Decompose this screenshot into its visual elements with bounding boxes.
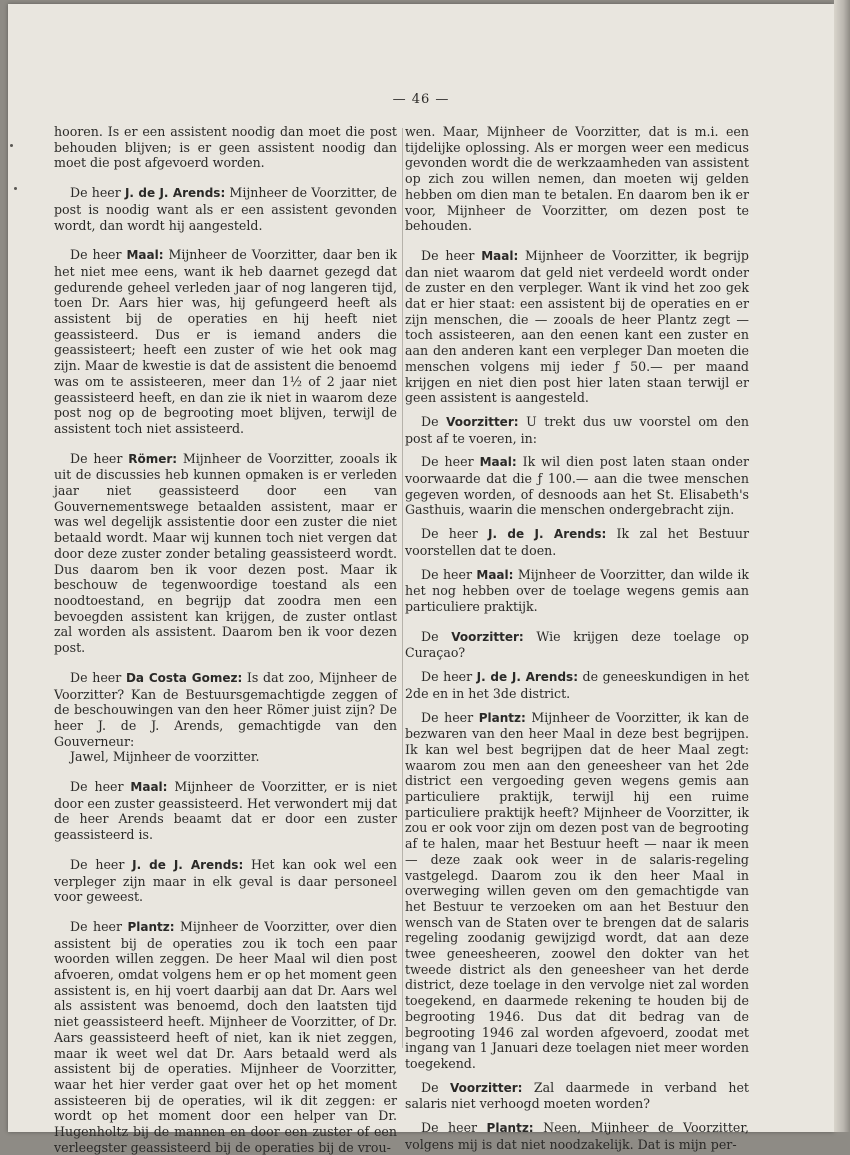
- speaker-prefix: De heer: [421, 247, 482, 263]
- paragraph: [54, 857, 397, 905]
- paragraph-text: Mijnheer de Voorzitter, ik begrijp dan niet waarom dat geld niet verdeeld wordt onder de zuster en den verpleger. Want ik vind het zoo gek dat er hier staat: een assistent bij de operaties en er zijn menschen, die — zooals de heer Plantz zegt — toch assisteeren, aan den eenen kant een zuster en aan den anderen kant een verpleger Dan moeten die menschen volgens mij ieder ƒ 50.— per maand krijgen en niet dien post hier laten staan terwijl er geen assistent is aangesteld.: [405, 247, 749, 406]
- speaker-prefix: De heer: [421, 566, 477, 582]
- speaker-prefix: De heer: [421, 669, 477, 685]
- speaker-name: Römer:: [128, 451, 178, 466]
- speaker-name: Da Costa Gomez:: [125, 670, 243, 685]
- speaker-prefix: De heer: [70, 856, 133, 872]
- speaker-prefix: De heer: [70, 669, 126, 685]
- speaker-name: Maal:: [126, 248, 164, 263]
- paragraph: [405, 526, 749, 558]
- paragraph: [54, 247, 397, 436]
- paragraph-text: U trekt dus uw voorstel om den post af te voeren, in:: [405, 413, 749, 446]
- speaker-prefix: De heer: [70, 779, 131, 795]
- paragraph-text: Mijnheer de Voorzitter, daar ben ik het niet mee eens, want ik heb daarnet gezegd dat gedurende geheel verleden jaar of nog langeren tijd, toen Dr. Aars hier was, hij gefungeerd heeft als assistent bij de operaties en hij heeft niet geassisteerd. Dus er is iemand anders die geassisteert; heeft een zuster of wie het ook mag zijn. Maar de kwestie is dat de assistent die benoemd was om te assisteeren, meer dan 1½ of 2 jaar niet geassisteerd heeft, en dan zie ik niet in waarom deze post nog op de begrooting moet blijven, terwijl de assistent toch niet assisteerd.: [54, 247, 397, 436]
- speaker-name: J. de J. Arends:: [132, 857, 244, 872]
- speaker-prefix: De heer: [70, 185, 125, 201]
- speaker-prefix: De: [421, 413, 447, 429]
- paragraph: [54, 451, 397, 656]
- paragraph: [405, 1080, 749, 1112]
- speaker-name: Plantz:: [127, 919, 175, 934]
- paragraph: [405, 124, 749, 234]
- paragraph: [54, 124, 397, 171]
- paragraph-text: Wie krijgen deze toelage op Curaçao?: [405, 628, 749, 661]
- speaker-prefix: De: [421, 1079, 450, 1095]
- paragraph: [405, 454, 749, 518]
- speaker-prefix: De heer: [70, 918, 128, 934]
- speaker-name: Maal:: [479, 455, 517, 470]
- paragraph: [405, 710, 749, 1072]
- paragraph: [405, 248, 749, 406]
- paragraph-text: Ik wil dien post laten staan onder voorwaarde dat die ƒ 100.— aan die twee menschen gegeven worden, of desnoods aan het St. Elisabeth's Gasthuis, waarin die menschen ondergebracht zijn.: [405, 454, 750, 518]
- paragraph: [54, 919, 397, 1155]
- paragraph-text: Mijnheer de Voorzitter, zooals ik uit de discussies heb kunnen opmaken is er verleden jaar niet geassisteerd door een van Gouvernementswege betaalden assistent, maar er was wel degelijk assistentie door een zuster die niet betaald wordt. Maar wij kunnen toch niet vergen dat door deze zuster zonder betaling geassisteerd wordt. Dus daarom ben ik voor dezen post. Maar ik beschouw de tegenwoordige toestand als een noodtoestand, en begrijp dat zoodra men een bevoegden assistent kan krijgen, de zuster ontlast zal worden als assistent. Daarom ben ik voor dezen post.: [54, 450, 398, 656]
- paragraph: [54, 670, 397, 750]
- speaker-name: Voorzitter:: [449, 1080, 523, 1095]
- paragraph: [54, 779, 397, 843]
- paragraph: [405, 414, 749, 446]
- paragraph-text: hooren. Is er een assistent noodig dan moet die post behouden blijven; is er geen assistent noodig dan moet die post afgevoerd worden.: [54, 124, 397, 171]
- speaker-name: J. de J. Arends:: [124, 186, 226, 201]
- column-divider: [402, 128, 403, 1048]
- paragraph-text: Is dat zoo, Mijnheer de Voorzitter? Kan de Bestuursgemachtigde zeggen of de beschouwingen van den heer Römer juist zijn? De heer J. de J. Arends, gemachtigde van den Gouverneur:: [54, 669, 397, 749]
- document-page: [8, 4, 834, 1155]
- right-column: [405, 124, 749, 1152]
- speaker-prefix: De heer: [421, 709, 479, 725]
- speaker-prefix: De heer: [70, 247, 127, 263]
- paragraph: [405, 1120, 749, 1152]
- paragraph-text: wen. Maar, Mijnheer de Voorzitter, dat is m.i. een tijdelijke oplossing. Als er morgen weer een medicus gevonden wordt die de werkzaamheden van assistent op zich zou willen nemen, dan moeten wij gelden hebben om dien man te betalen. En daarom ben ik er voor, Mijnheer de Voorzitter, om dezen post te behouden.: [405, 124, 749, 234]
- margin-mark: [10, 144, 13, 147]
- paragraph-text: Mijnheer de Voorzitter, over dien assistent bij de operaties zou ik toch een paar woorden willen zeggen. De heer Maal wil dien post afvoeren, omdat volgens hem er op het moment geen assistent is, en hij voert daarbij aan dat Dr. Aars wel als assistent was benoemd, doch den laatsten tijd niet geassisteerd heeft. Mijnheer de Voorzitter, of Dr. Aars geassisteerd heeft of niet, kan ik niet zeggen, maar ik weet wel dat Dr. Aars betaald werd als assistent bij de operaties. Mijnheer de Voorzitter, waar het hier verder gaat over het op het moment assisteeren bij de operaties, wil ik dit zeggen: er wordt op het moment door een helper van Dr. Hugenholtz bij de mannen en door een zuster of een verleegster geassisteerd bij de operaties bij de vrou-: [54, 918, 397, 1155]
- speaker-name: Maal:: [130, 780, 168, 795]
- margin-mark: [14, 187, 17, 190]
- paragraph-text: Mijnheer de Voorzitter, ik kan de bezwaren van den heer Maal in deze best begrijpen. Ik kan wel best begrijpen dat de heer Maal zegt: waarom zou men aan den geneesheer van het 2de district een vergoeding geven wegens gemis aan particuliere praktijk, terwijl hij een ruime particuliere praktijk heeft? Mijnheer de Voorzitter, ik zou er ook voor zijn om dezen post van de begrooting af te halen, maar het Bestuur heeft — naar ik meen — deze zaak ook weer in de salaris-regeling vastgelegd. Daarom zou ik den heer Maal in overweging willen geven om den gemachtigde van het Bestuur te verzoeken om aan het Bestuur den wensch van de Staten over te brengen dat de salaris regeling zoodanig gewijzigd wordt, dat aan deze twee geneesheeren, zoowel den dokter van het tweede district als den geneesheer van het derde district, deze toelage in den vervolge niet zal worden toegekend, en daarmede rekening te houden bij de begrooting 1946. Dus dat dit bedrag van de begrooting 1946 zal worden afgevoerd, zoodat met ingang van 1 Januari deze toelagen niet meer worden toegekend.: [405, 709, 750, 1071]
- paragraph-text: Mijnheer de Voorzitter, dan wilde ik het nog hebben over de toelage wegens gemis aan particuliere praktijk.: [405, 566, 750, 614]
- paragraph-text: Neen, Mijnheer de Voorzitter, volgens mij is dat niet noodzakelijk. Dat is mijn per-: [405, 1120, 750, 1152]
- paragraph-text: Mijnheer de Voorzitter, er is niet door een zuster geassisteerd. Het verwondert mij dat de heer Arends beaamt dat er door een zuster geassisteerd is.: [54, 779, 398, 843]
- paragraph-text: Jawel, Mijnheer de voorzitter.: [70, 749, 260, 765]
- speaker-name: Plantz:: [478, 710, 526, 725]
- speaker-prefix: De heer: [421, 454, 480, 470]
- speaker-prefix: De heer: [70, 450, 129, 466]
- speaker-name: J. de J. Arends:: [488, 527, 607, 542]
- speaker-name: Voorzitter:: [446, 414, 519, 429]
- paragraph-text: Ik zal het Bestuur voorstellen dat te doen.: [405, 526, 750, 558]
- page-edge: [834, 0, 850, 1132]
- paragraph: [405, 629, 749, 661]
- paragraph-text: Mijnheer de Voorzitter, de post is noodig want als er een assistent gevonden wordt, dan wordt hij aangesteld.: [54, 185, 397, 233]
- paragraph: [405, 669, 749, 701]
- paragraph: [54, 749, 397, 765]
- paragraph-text: Zal daarmede in verband het salaris niet verhoogd moeten worden?: [405, 1079, 749, 1112]
- page-number: — 46 —: [392, 92, 450, 107]
- left-column: [54, 124, 397, 1155]
- speaker-prefix: De heer: [421, 526, 488, 542]
- speaker-name: Plantz:: [486, 1121, 534, 1136]
- speaker-name: Maal:: [476, 567, 514, 582]
- speaker-prefix: De: [421, 628, 452, 644]
- speaker-name: Maal:: [481, 248, 519, 263]
- paragraph: [54, 185, 397, 233]
- speaker-name: Voorzitter:: [451, 629, 524, 644]
- paragraph-text: de geneeskundigen in het 2de en in het 3de district.: [405, 669, 750, 701]
- paragraph: [405, 567, 749, 615]
- speaker-name: J. de J. Arends:: [476, 670, 579, 685]
- paragraph-text: Het kan ook wel een verpleger zijn maar in elk geval is daar personeel voor geweest.: [54, 856, 397, 905]
- speaker-prefix: De heer: [421, 1120, 487, 1136]
